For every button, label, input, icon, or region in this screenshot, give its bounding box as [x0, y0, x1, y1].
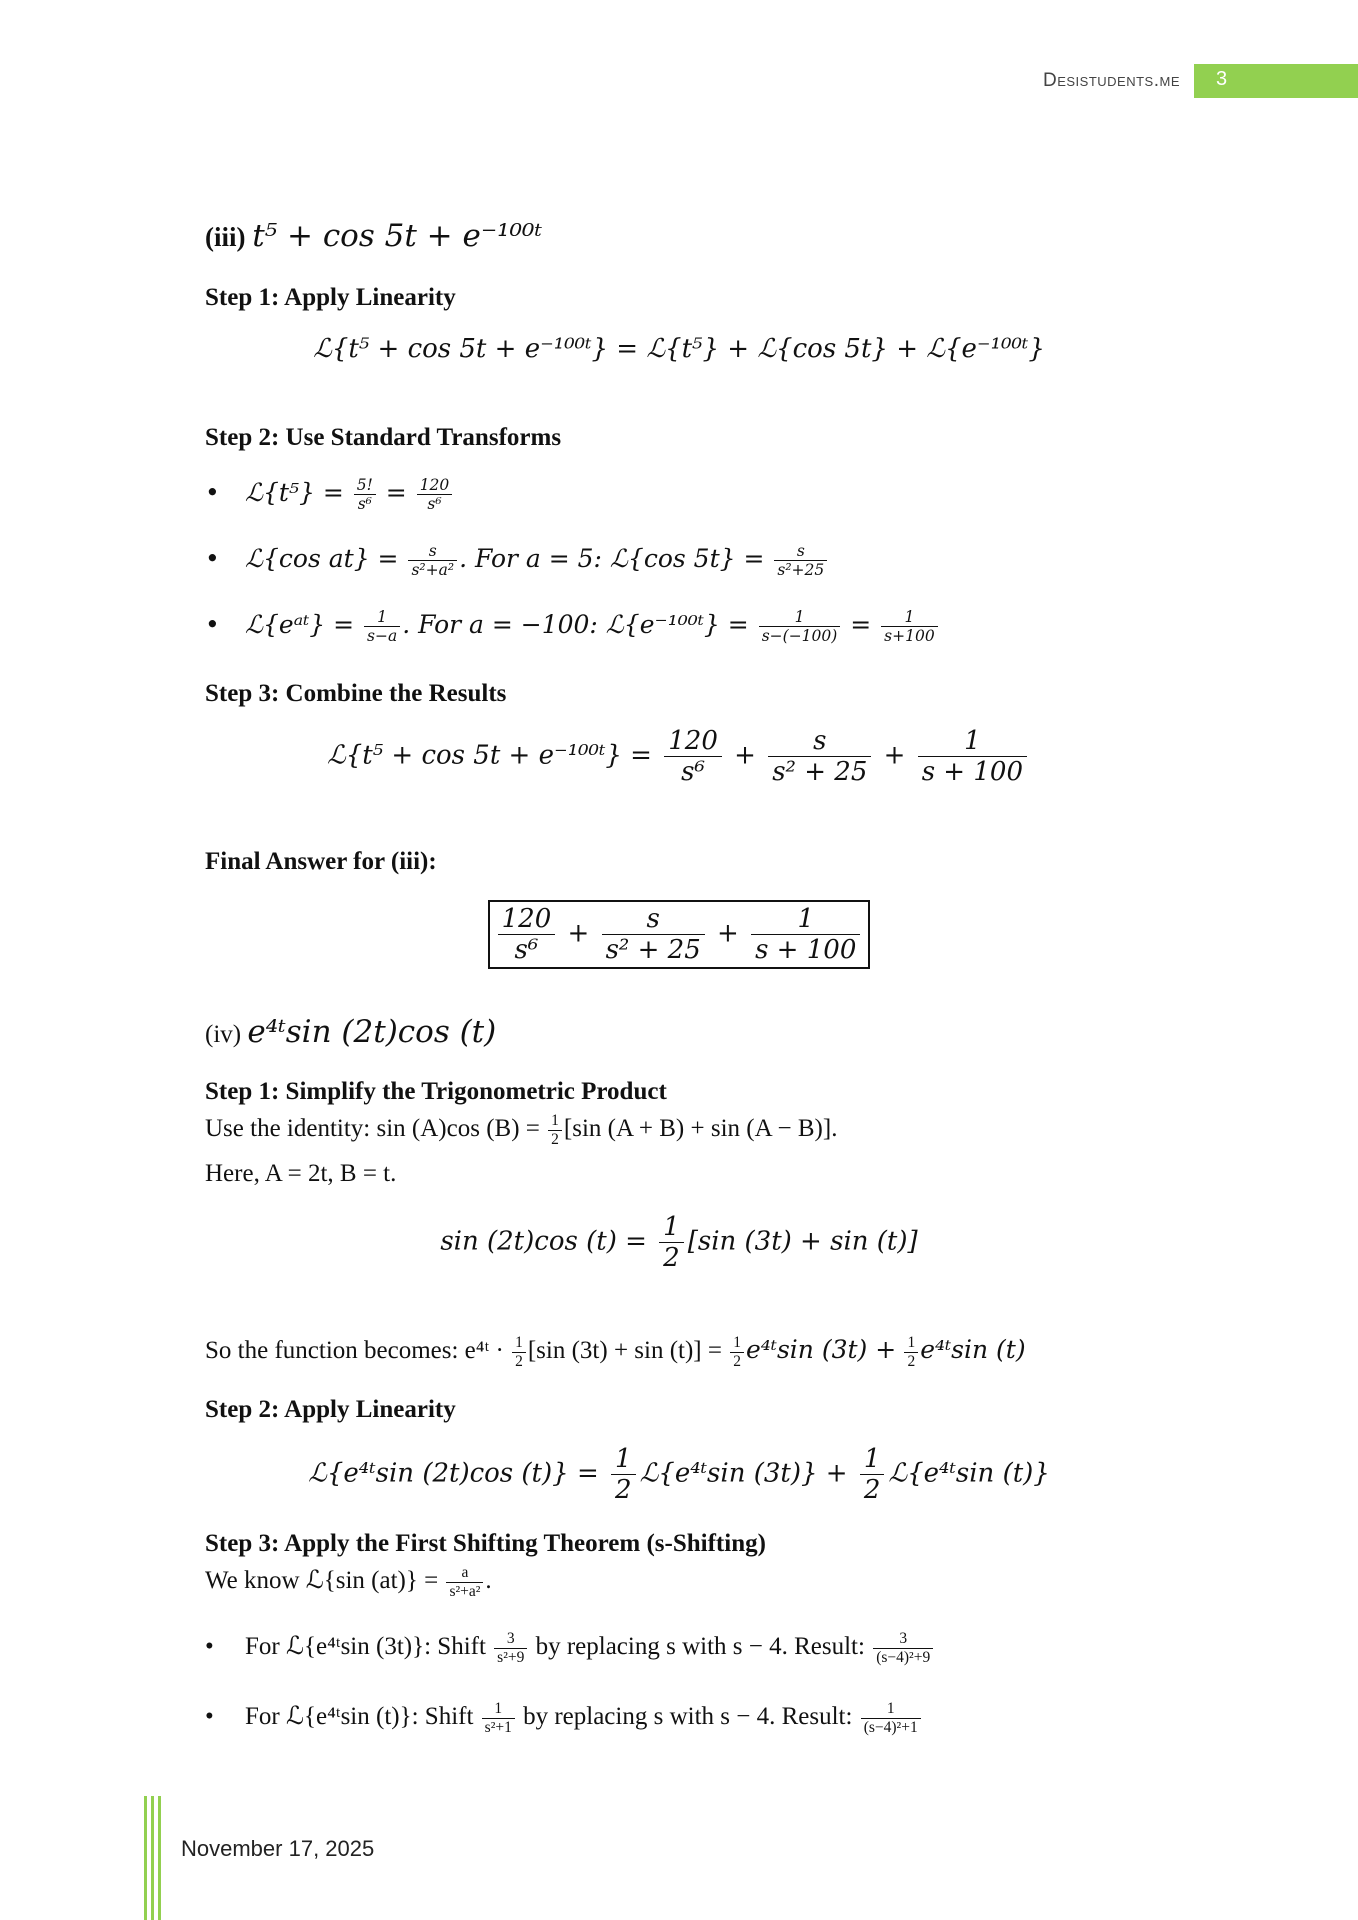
b3-lhs: ℒ{eᵃᵗ} = [245, 610, 355, 639]
so-half-3: $\frac{1}{2}$ [904, 1334, 918, 1371]
b1-frac1: $\frac{5!}{\text{s⁶}}$ [354, 476, 376, 513]
part-iii-expr: t⁵ + cos 5t + e⁻¹⁰⁰ᵗ [252, 218, 543, 254]
iii-step3-title: Step 3: Combine the Results [205, 680, 507, 707]
combine-lhs: ℒ{t⁵ + cos 5t + e⁻¹⁰⁰ᵗ} = [327, 740, 652, 771]
iv-step1-title: Step 1: Simplify the Trigonometric Product [205, 1078, 667, 1105]
final-term2: $\frac{s}{\text{s² + 25}}$ [602, 904, 705, 965]
b3-eq: = [850, 610, 872, 639]
final-term3: $\frac{1}{s + 100}$ [751, 904, 860, 965]
half-frac: $\frac{1}{2}$ [548, 1112, 562, 1149]
plus: + [734, 740, 756, 771]
b2-mid: . For a = 5: ℒ{cos 5t} = [459, 544, 765, 573]
s2-pre: For ℒ{e⁴ᵗsin (t)}: Shift [245, 1703, 474, 1731]
b2-frac2: $\frac{s}{\text{s²+25}}$ [774, 542, 827, 579]
identity-post: [sin (A + B) + sin (A − B)]. [563, 1115, 838, 1143]
lin-t1: ℒ{e⁴ᵗsin (3t)} + [639, 1458, 848, 1489]
b3-frac2: $\frac{1}{s-(-100)}$ [759, 608, 841, 645]
iv-function-becomes [205, 1334, 1026, 1371]
header-page-bar [1194, 64, 1358, 98]
b1-frac2: $\frac{120}{\text{s⁶}}$ [417, 476, 453, 513]
so-mid: [sin (3t) + sin (t)] = [527, 1337, 722, 1365]
know-pre: We know ℒ{sin (at)} = [205, 1567, 439, 1595]
combine-term2: $\frac{s}{\text{s² + 25}}$ [768, 726, 871, 787]
lin-t2: ℒ{e⁴ᵗsin (t)} [888, 1458, 1050, 1489]
s2-result: $\frac{1}{\text{(s−4)²+1}}$ [861, 1700, 921, 1737]
so-t2: e⁴ᵗsin (t) [920, 1335, 1026, 1365]
so-half-1: $\frac{1}{2}$ [512, 1334, 526, 1371]
page-number: 3 [1216, 68, 1228, 90]
b2-frac1: $\frac{s}{\text{s²+a²}}$ [408, 542, 457, 579]
identity-pre: Use the identity: sin (A)cos (B) = [205, 1115, 540, 1143]
plus: + [717, 918, 739, 949]
know-post: . [485, 1567, 492, 1595]
final-answer-box [488, 900, 871, 969]
so-half-2: $\frac{1}{2}$ [730, 1334, 744, 1371]
iv-here-line: Here, A = 2t, B = t. [205, 1160, 397, 1187]
s1-pre: For ℒ{e⁴ᵗsin (3t)}: Shift [245, 1633, 486, 1661]
simp-rhs: [sin (3t) + sin (t)] [687, 1226, 918, 1257]
know-frac: $\frac{a}{\text{s²+a²}}$ [446, 1564, 483, 1601]
lin-half-1: $\frac{1}{2}$ [611, 1444, 636, 1505]
plus: + [567, 918, 590, 949]
s1-mid: by replacing s with s − 4. Result: [535, 1633, 865, 1661]
iv-linearity-equation [0, 1444, 1358, 1505]
s1-result: $\frac{3}{\text{(s−4)²+9}}$ [873, 1630, 933, 1667]
footer-decoration [144, 1796, 164, 1920]
part-iii-label: (iii) [205, 222, 246, 252]
part-iv-expr: e⁴ᵗsin (2t)cos (t) [247, 1014, 497, 1050]
b1-lhs: ℒ{t⁵} = [245, 478, 344, 507]
so-t1: e⁴ᵗsin (3t) + [745, 1335, 897, 1365]
iv-identity-line [205, 1112, 837, 1149]
iii-bullet-2: • ℒ{cos at} = $\frac{s}{\text{s²+a²}}$ . For a = 5: ℒ{cos 5t} = $\frac{s}{\text{s²+25}}$ [205, 542, 829, 579]
iii-bullet-1: • ℒ{t⁵} = $\frac{5!}{\text{s⁶}}$ = $\frac{120}{\text{s⁶}}$ [205, 476, 454, 513]
iv-step3-title: Step 3: Apply the First Shifting Theorem (s-Shifting) [205, 1530, 766, 1557]
iii-bullet-3: • ℒ{eᵃᵗ} = $\frac{1}{s-a}$ . For a = −100: ℒ{e⁻¹⁰⁰ᵗ} = $\frac{1}{s-(-100)}$ = $\frac{1}{s+100}$ [205, 608, 940, 645]
b3-frac1: $\frac{1}{s-a}$ [364, 608, 400, 645]
b3-frac3: $\frac{1}{s+100}$ [881, 608, 938, 645]
footer-date: November 17, 2025 [181, 1836, 375, 1861]
part-iv-label: (iv) [205, 1021, 242, 1048]
combine-term1: $\frac{120}{\text{s⁶}}$ [664, 726, 722, 787]
iii-final-title: Final Answer for (iii): [205, 848, 437, 875]
simp-half: $\frac{1}{2}$ [659, 1212, 684, 1273]
iv-shift-bullet-1: • For ℒ{e⁴ᵗsin (3t)}: Shift $\frac{3}{\text{s²+9}}$ by replacing s with s − 4. Result: $\frac{3}{\text{(s−4)²+9}}$ [205, 1630, 935, 1667]
final-term1: $\frac{120}{\text{s⁶}}$ [498, 904, 556, 965]
iii-step1-title: Step 1: Apply Linearity [205, 284, 456, 311]
lin-half-2: $\frac{1}{2}$ [860, 1444, 885, 1505]
part-iv-heading [205, 1014, 496, 1050]
header-site: Desistudents.me [1042, 70, 1180, 91]
iii-final-answer [0, 900, 1358, 969]
so-pre: So the function becomes: e⁴ᵗ · [205, 1337, 504, 1365]
iii-combined-equation [0, 726, 1358, 787]
lin-lhs: ℒ{e⁴ᵗsin (2t)cos (t)} = [308, 1458, 599, 1489]
s2-frac: $\frac{1}{\text{s²+1}}$ [482, 1700, 515, 1737]
simp-lhs: sin (2t)cos (t) = [440, 1226, 647, 1257]
iv-step2-title: Step 2: Apply Linearity [205, 1396, 456, 1423]
iii-step1-equation: ℒ{t⁵ + cos 5t + e⁻¹⁰⁰ᵗ} = ℒ{t⁵} + ℒ{cos 5t} + ℒ{e⁻¹⁰⁰ᵗ} [313, 334, 1045, 364]
s1-frac: $\frac{3}{\text{s²+9}}$ [494, 1630, 527, 1667]
combine-term3: $\frac{1}{s + 100}$ [918, 726, 1027, 787]
b1-eq: = [385, 478, 407, 507]
plus: + [883, 740, 906, 771]
iv-we-know [205, 1564, 492, 1601]
iv-shift-bullet-2: • For ℒ{e⁴ᵗsin (t)}: Shift $\frac{1}{\text{s²+1}}$ by replacing s with s − 4. Result: $\frac{1}{\text{(s−4)²+1}}$ [205, 1700, 923, 1737]
b3-mid: . For a = −100: ℒ{e⁻¹⁰⁰ᵗ} = [402, 610, 749, 639]
iv-simplified-equation [0, 1212, 1358, 1273]
b2-lhs: ℒ{cos at} = [245, 544, 399, 573]
s2-mid: by replacing s with s − 4. Result: [523, 1703, 853, 1731]
iii-step2-title: Step 2: Use Standard Transforms [205, 424, 562, 451]
part-iii-heading [205, 218, 542, 254]
